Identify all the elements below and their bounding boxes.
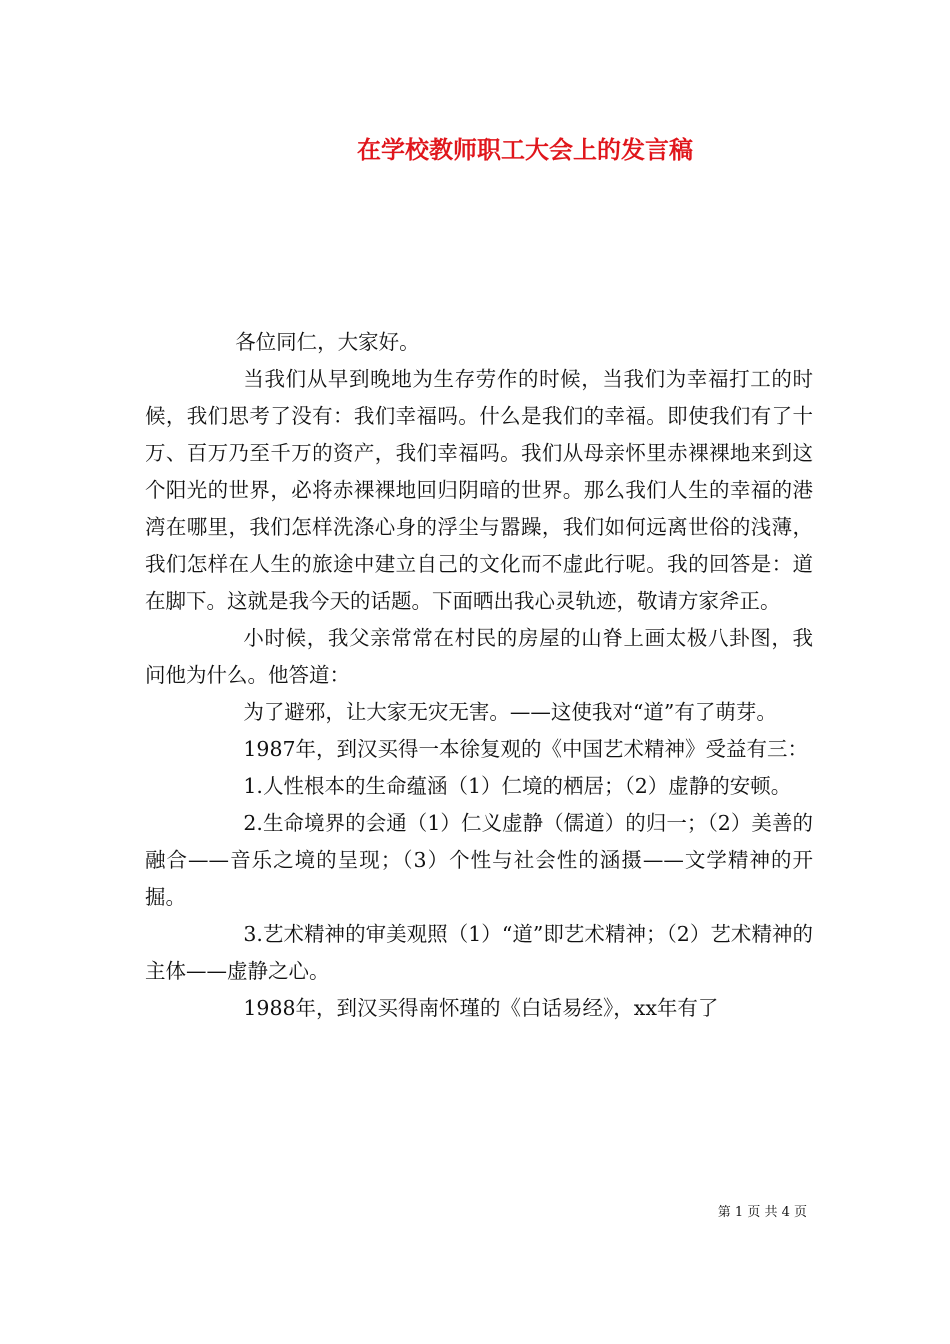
paragraph-childhood: 小时候，我父亲常常在村民的房屋的山脊上画太极八卦图，我问他为什么。他答道： (145, 626, 813, 687)
paragraph-point-2: 2.生命境界的会通（1）仁义虚静（儒道）的归一；（2）美善的融合——音乐之境的呈现；（3）个性与社会性的涵摄——文学精神的开掘。 (145, 811, 813, 909)
paragraph-1987: 1987年，到汉买得一本徐复观的《中国艺术精神》受益有三： (243, 737, 809, 761)
paragraph-intro: 当我们从早到晚地为生存劳作的时候，当我们为幸福打工的时候，我们思考了没有：我们幸福吗。什么是我们的幸福。即使我们有了十万、百万乃至千万的资产，我们幸福吗。我们从母亲怀里赤裸裸地来到这个阳光的世界，必将赤裸裸地回归阴暗的世界。那么我们人生的幸福的港湾在哪里，我们怎样洗涤心身的浮尘与嚣躁，我们如何远离世俗的浅薄，我们怎样在人生的旅途中建立自己的文化而不虚此行呢。我的回答是：道在脚下。这就是我今天的话题。下面晒出我心灵轨迹，敬请方家斧正。 (145, 367, 813, 613)
paragraph-point-3: 3.艺术精神的审美观照（1）“道”即艺术精神；（2）艺术精神的主体——虚静之心。 (145, 922, 813, 983)
page-footer-indicator: 第 1 页 共 4 页 (717, 1205, 807, 1220)
paragraph-father-answer: 为了避邪，让大家无灾无害。——这使我对“道”有了萌芽。 (243, 700, 777, 724)
paragraph-greeting: 各位同仁，大家好。 (235, 330, 420, 354)
document-title: 在学校教师职工大会上的发言稿 (357, 135, 693, 164)
paragraph-1988: 1988年，到汉买得南怀瑾的《白话易经》，xx年有了 (243, 996, 719, 1020)
paragraph-point-1: 1.人性根本的生命蕴涵（1）仁境的栖居；（2）虚静的安顿。 (243, 774, 792, 798)
document-body (145, 324, 813, 1027)
